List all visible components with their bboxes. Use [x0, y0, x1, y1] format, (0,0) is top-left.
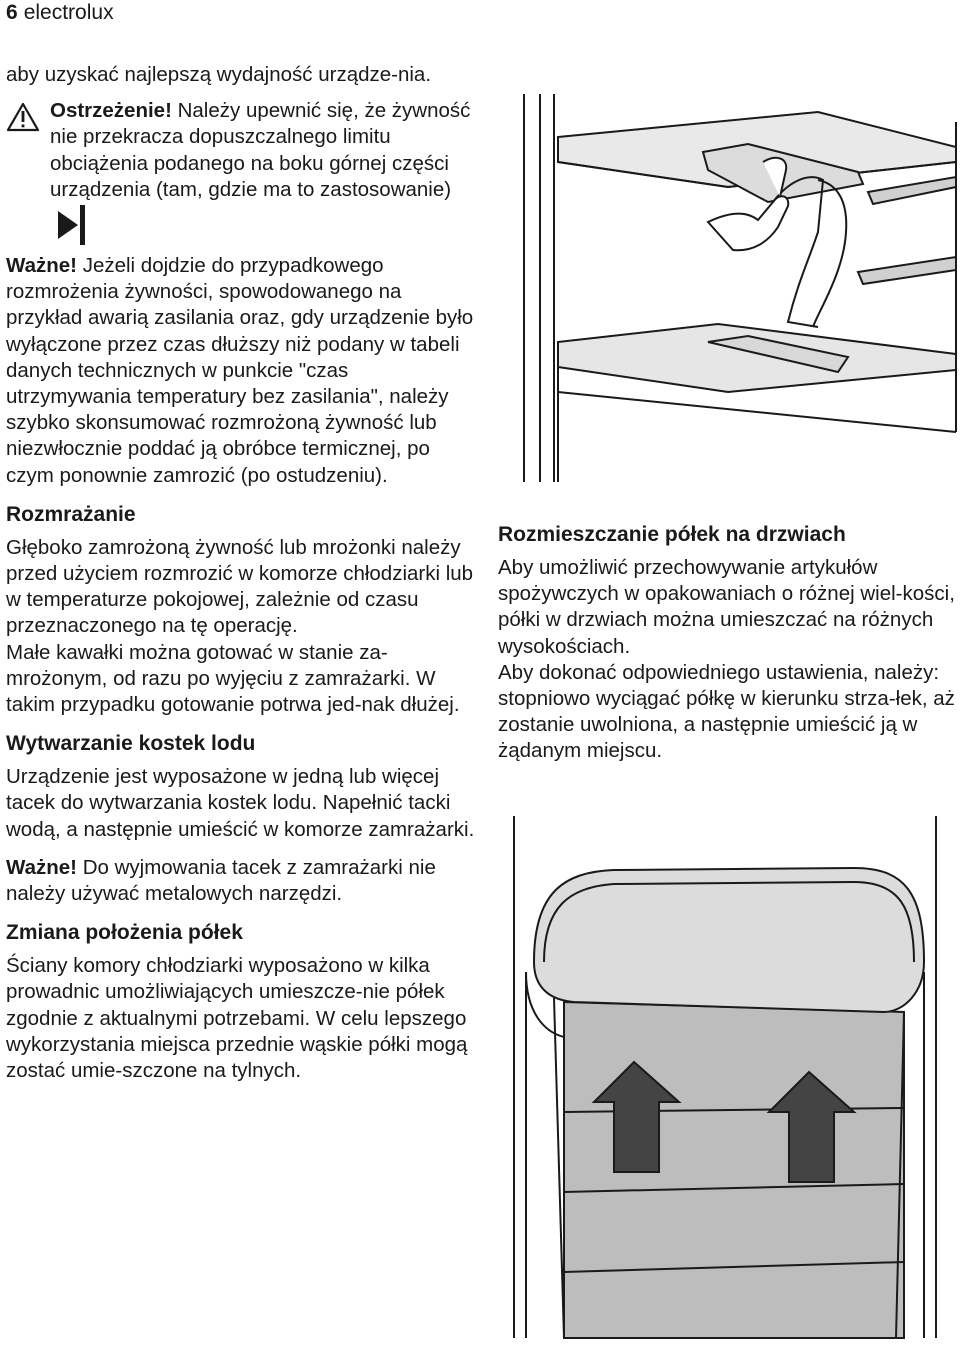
important-note-2 [6, 855, 476, 907]
important-label-2: Ważne! [6, 855, 77, 879]
important-label-1: Ważne! [6, 254, 77, 278]
brand-name: electrolux [23, 1, 114, 24]
page-number: 6 [6, 1, 18, 24]
door-shelf-illustration [504, 812, 956, 1342]
ice-paragraph: Urządzenie jest wyposażone w jedną lub więcej tacek do wytwarzania kostek lodu. Napełnić tacki wodą, a następnie umieścić w komorze zamrażarki. [6, 765, 475, 841]
door-paragraph-2: Aby dokonać odpowiedniego ustawienia, należy: [498, 660, 940, 684]
shelves-heading: Zmiana położenia półek [6, 921, 243, 945]
important-note-1 [6, 253, 476, 489]
warning-body: Należy upewnić się, że żywność nie przekracza dopuszczalnego limitu obciążenia podanego na boku górnej części urządzenia (tam, gdzie ma to zastosowanie) [50, 99, 471, 201]
shelves-paragraph: Ściany komory chłodziarki wyposażono w kilka prowadnic umożliwiających umieszcze-nie półek zgodnie z aktualnymi potrzebami. W celu lepszego wykorzystania miejsca przednie wąskie półki mogą zostać umie-szczone na tylnych. [6, 954, 468, 1083]
warning-text [50, 98, 476, 247]
important-body-1: Jeżeli dojdzie do przypadkowego rozmrożenia żywności, spowodowanego na przykład awarią zasilania oraz, gdy urządzenie było wyłączone przez czas dłuższy niż podany w tabeli danych technicznych w punkcie "czas utrzymywania temperatury bez zasilania", należy szybko skonsumować rozmrożoną żywność lub niezwłocznie poddać ją obróbce termicznej, po czym ponownie zamrozić (po ostudzeniu). [6, 254, 474, 487]
warning-triangle-icon [6, 102, 40, 132]
door-paragraph-3: stopniowo wyciągać półkę w kierunku strza-łek, aż zostanie uwolniona, a następnie umieścić ją w żądanym miejscu. [498, 687, 955, 763]
warning-block [6, 98, 476, 247]
left-column [6, 62, 476, 1084]
shelf-removal-illustration [518, 92, 958, 484]
warning-label: Ostrzeżenie! [50, 99, 172, 123]
thawing-paragraph-1: Głęboko zamrożoną żywność lub mrożonki należy przed użyciem rozmrozić w komorze chłodziarki lub w temperaturze pokojowej, zależnie od czasu przeznaczonego na tę operację. [6, 535, 474, 638]
right-column [498, 521, 956, 765]
important-body-2: Do wyjmowania tacek z zamrażarki nie należy używać metalowych narzędzi. [6, 855, 436, 906]
ice-heading: Wytwarzanie kostek lodu [6, 732, 256, 756]
door-shelves-heading: Rozmieszczanie półek na drzwiach [498, 523, 846, 546]
thawing-paragraph-2: Małe kawałki można gotować w stanie za-mrożonym, od razu po wyjęciu z zamrażarki. W takim przypadku gotowanie potrwa jed-nak dłużej. [6, 640, 460, 717]
thawing-heading: Rozmrażanie [6, 502, 136, 526]
door-paragraph-1: Aby umożliwić przechowywanie artykułów spożywczych w opakowaniach o różnej wiel-kości, półki w drzwiach można umieszczać na różnych wysokościach. [498, 556, 955, 658]
page-header [6, 0, 114, 26]
load-limit-icon [54, 203, 90, 247]
intro-text: aby uzyskać najlepszą wydajność urządze-nia. [6, 63, 432, 86]
